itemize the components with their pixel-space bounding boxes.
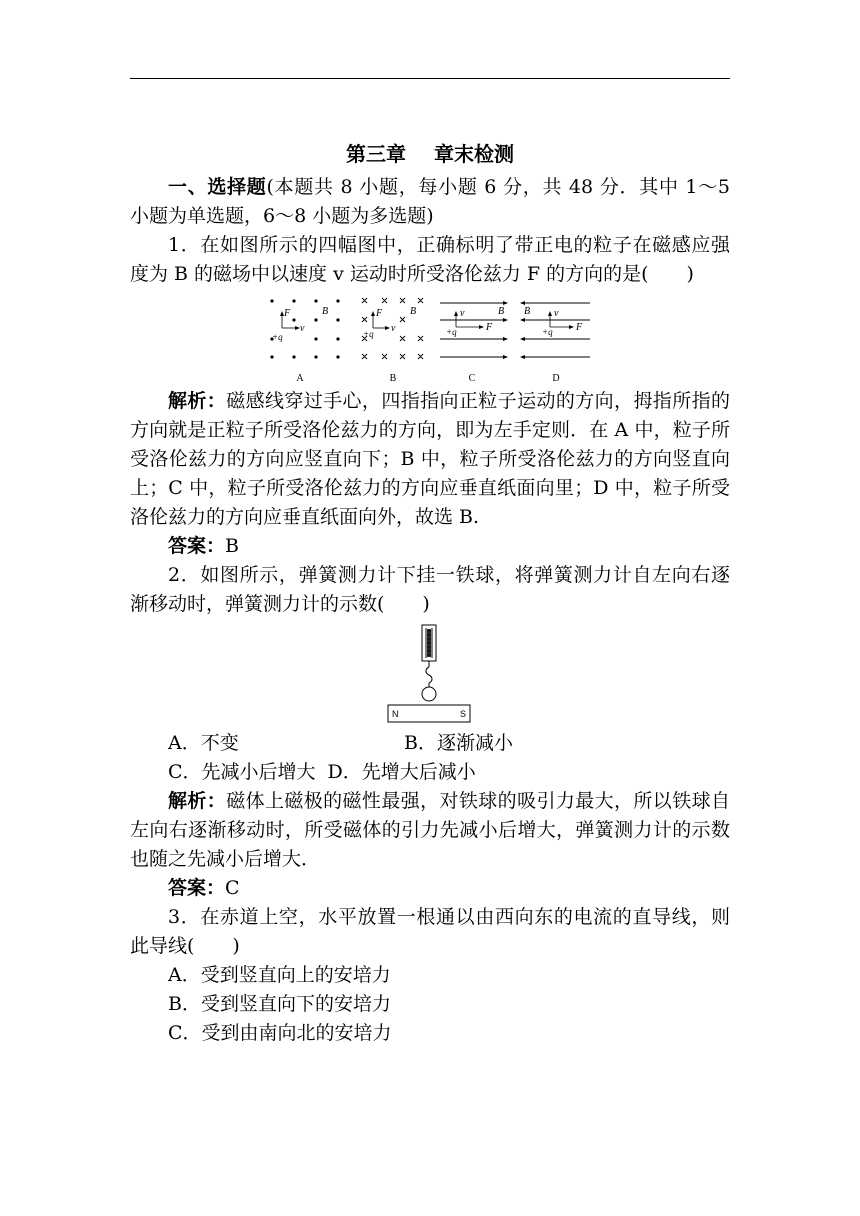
q2-stem: 2．如图所示，弹簧测力计下挂一铁球，将弹簧测力计自左向右逐渐移动时，弹簧测力计的示数( ) [130, 564, 730, 615]
q1-label-q: +q [272, 332, 283, 342]
q3-option-a: A．受到竖直向上的安培力 [168, 964, 391, 986]
q1-label-F: F [284, 308, 291, 319]
q3-stem: 3．在赤道上空，水平放置一根通以由西向东的电流的直导线，则此导线( ) [130, 906, 730, 957]
q1-d-label-v: v [554, 308, 559, 319]
header-rule [130, 78, 730, 79]
section-text: (本题共 8 小题，每小题 6 分，共 48 分．其中 1～5 小题为单选题，6～8 小题为多选题) [130, 176, 730, 227]
q1-panel-label-b: B [389, 373, 397, 384]
q1-d-label-B: B [524, 306, 531, 317]
q1-answer [130, 532, 730, 561]
q2-options-row-1 [130, 729, 730, 758]
q1-d-label-q: +q [542, 327, 553, 337]
q1-analysis-label: 解析： [168, 390, 227, 412]
q1-analysis-text: 磁感线穿过手心，四指指向正粒子运动的方向，拇指所指的方向就是正粒子所受洛伦兹力的方向，即为左手定则．在 A 中，粒子所受洛伦兹力的方向应竖直向下；B 中，粒子所受洛伦兹力的方向竖直向上；C 中，粒子所受洛伦兹力的方向应垂直纸面向里；D 中，粒子所受洛伦兹力的方向应垂直纸面向外，故选 B. [130, 390, 730, 528]
q2-figure [380, 623, 480, 727]
q3-option-c: C．受到由南向北的安培力 [168, 1022, 392, 1044]
q1-label-v: v [300, 323, 305, 334]
chapter-title [130, 140, 730, 169]
q2-analysis-text: 磁体上磁极的磁性最强，对铁球的吸引力最大，所以铁球自左向右逐渐移动时，所受磁体的引力先减小后增大，弹簧测力计的示数也随之先减小后增大． [130, 790, 730, 870]
q1-analysis [130, 387, 730, 532]
q2-analysis-label: 解析： [168, 790, 227, 812]
q1-c-label-F: F [486, 322, 493, 333]
q2-answer-value: C [225, 877, 240, 899]
section-label: 一、选择题 [168, 176, 267, 198]
chapter-subtitle: 章末检测 [434, 142, 514, 166]
q1-c-label-q: +q [446, 327, 457, 337]
q1-answer-value: B [225, 535, 239, 557]
q2-option-c: C．先减小后增大 [168, 761, 316, 783]
q3-option-b: B．受到竖直向下的安培力 [168, 993, 391, 1015]
q1-b-label-B: B [410, 306, 417, 317]
q2-option-b: B．逐渐减小 [404, 732, 513, 754]
q1-b-label-F: F [376, 308, 383, 319]
q1-panel-label-d: D [552, 373, 560, 384]
q2-answer-label: 答案： [168, 877, 226, 899]
q2-magnet-N: N [392, 709, 399, 719]
q1-b-label-q: +q [363, 329, 374, 339]
q2-option-d: D．先增大后减小 [327, 761, 476, 783]
section-heading [130, 173, 730, 231]
q2-answer [130, 874, 730, 903]
q1-stem: 1．在如图所示的四幅图中，正确标明了带正电的粒子在磁感应强度为 B 的磁场中以速度 v 运动时所受洛伦兹力 F 的方向的是( ) [130, 234, 730, 285]
q1-answer-label: 答案： [168, 535, 226, 557]
q1-panel-a [270, 299, 339, 384]
q2-analysis [130, 787, 730, 874]
q1-label-B: B [322, 306, 329, 317]
q1-panel-label-a: A [296, 373, 304, 384]
q2-options-row-2 [130, 758, 730, 787]
q1-b-label-v: v [391, 323, 396, 334]
document-page [130, 140, 730, 1048]
q1-c-label-B: B [498, 306, 505, 317]
q2-magnet-S: S [460, 709, 467, 719]
q2-option-a: A．不变 [168, 732, 239, 754]
q1-d-label-F: F [576, 322, 583, 333]
chapter-number: 第三章 [346, 142, 406, 166]
q1-panel-label-c: C [468, 373, 476, 384]
q1-figure [260, 293, 600, 385]
q1-c-label-v: v [460, 308, 465, 319]
